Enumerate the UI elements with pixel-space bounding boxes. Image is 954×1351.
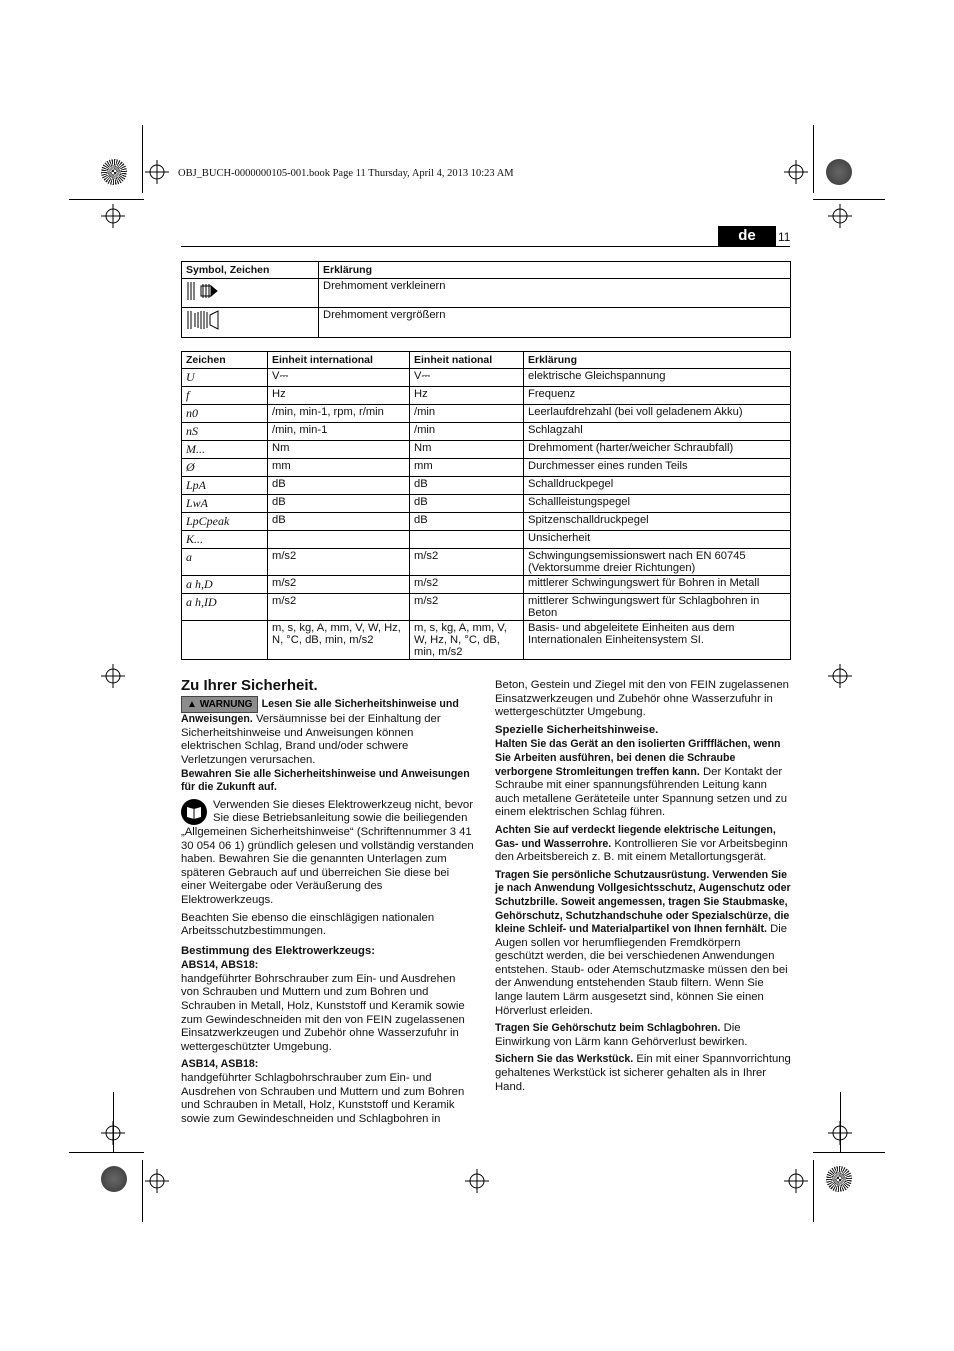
warning-bold: Lesen Sie alle Sicherheitshinweise und Anweisungen. (181, 697, 459, 726)
table-row (182, 387, 791, 405)
purpose-heading: Bestimmung des Elektrowerkzeugs: (181, 944, 375, 957)
model-description: handgeführter Schlagbohrschrauber zum Ein- und Ausdrehen von Schrauben und Muttern und zum Bohren und Schrauben in Metall, Holz, Kunststoff und Keramik sowie zum Gewindeschneiden und Schlagbohren in (181, 1072, 465, 1125)
table-row (182, 441, 791, 459)
table-cell: a h,ID (182, 594, 268, 621)
hint-text: Der Kontakt der Schraube mit einer spannungsführenden Leitung kann auch metallene Geräteteile unter Spannung setzen und zu einem elektrischen Schlag führen. (495, 765, 788, 819)
table-row (182, 405, 791, 423)
table-cell: LpCpeak (182, 513, 268, 531)
continued-text: Beton, Gestein und Ziegel mit den von FEIN zugelassenen Einsatzwerkzeugen und Zubehör ohne Wasserzufuhr in wettergeschützter Umgebung. (495, 679, 789, 719)
table-header: Zeichen (182, 352, 268, 369)
table-cell: m, s, kg, A, mm, V, W, Hz, N, °C, dB, min, m/s2 (268, 621, 410, 660)
table-cell: m/s2 (268, 549, 410, 576)
torque-decrease-icon (186, 280, 220, 302)
color-rosette-icon (826, 1166, 852, 1192)
table-cell: m/s2 (410, 549, 524, 576)
table-cell: nS (182, 423, 268, 441)
table-row (182, 576, 791, 594)
table-cell: dB (410, 477, 524, 495)
table-cell: /min, min-1 (268, 423, 410, 441)
table-cell: /min, min-1, rpm, r/min (268, 405, 410, 423)
table-cell: m/s2 (410, 594, 524, 621)
hint-text: Kontrollieren Sie vor Arbeitsbeginn den Arbeitsbereich z. B. mit einem Metallortungsgerät. (495, 837, 788, 864)
table-cell: Ø (182, 459, 268, 477)
table-cell: Schwingungsemissionswert nach EN 60745 (Vektorsumme dreier Richtungen) (524, 549, 791, 576)
table-row (182, 423, 791, 441)
table-cell: a (182, 549, 268, 576)
hint-bold: Sichern Sie das Werkstück. (495, 1053, 634, 1066)
table-cell: m/s2 (268, 594, 410, 621)
warning-text: Versäumnisse bei der Einhaltung der Sicherheitshinweise und Anweisungen können elektrischen Schlag, Brand und/oder schwere Verletzungen verursachen. (181, 713, 441, 766)
table-row (182, 459, 791, 477)
table-cell: f (182, 387, 268, 405)
table-cell: Drehmoment verkleinern (319, 279, 791, 308)
table-row (182, 513, 791, 531)
table-cell: LwA (182, 495, 268, 513)
hint-bold: Achten Sie auf verdeckt liegende elektrische Leitungen, Gas- und Wasserrohre. (495, 823, 776, 850)
model-label: ASB14, ASB18: (181, 1058, 259, 1071)
model-description: handgeführter Bohrschrauber zum Ein- und Ausdrehen von Schrauben und Muttern und zum Bohren und Schrauben in Metall, Holz, Kunststoff und Keramik sowie zum Gewindeschneiden mit den von FEIN zugelassenen Einsatzwerkzeugen und Zubehör ohne Wasserzufuhr in wettergeschützter Umgebung. (181, 972, 465, 1053)
warning-triangle-icon: ▲ (187, 698, 197, 710)
right-column (495, 679, 791, 1098)
table-cell: Unsicherheit (524, 531, 791, 549)
table-cell: Nm (268, 441, 410, 459)
table-cell: m/s2 (268, 576, 410, 594)
hint-bold: Halten Sie das Gerät an den isolierten Griffflächen, wenn Sie Arbeiten ausführen, bei denen die Schraube verborgene Stromleitungen treffen kann. (495, 738, 781, 778)
table-header: Einheit international (268, 352, 410, 369)
header-rule (181, 246, 790, 247)
table-cell: K... (182, 531, 268, 549)
table-cell: Schalldruckpegel (524, 477, 791, 495)
units-table (181, 351, 791, 660)
table-cell (268, 531, 410, 549)
table-cell: /min (410, 423, 524, 441)
table-cell: mm (410, 459, 524, 477)
table-cell: V⎓ (410, 369, 524, 387)
table-cell: Schallleistungspegel (524, 495, 791, 513)
table-cell (182, 308, 319, 338)
table-cell: dB (268, 513, 410, 531)
warning-label: WARNUNG (199, 698, 253, 710)
table-cell: M... (182, 441, 268, 459)
national-text: Beachten Sie ebenso die einschlägigen nationalen Arbeitsschutzbestimmungen. (181, 911, 435, 938)
table-cell: mm (268, 459, 410, 477)
table-cell: LpA (182, 477, 268, 495)
table-cell: dB (410, 495, 524, 513)
color-rosette-icon (826, 159, 852, 185)
table-cell (182, 279, 319, 308)
table-cell: dB (268, 495, 410, 513)
table-header: Symbol, Zeichen (182, 262, 319, 279)
table-cell (410, 531, 524, 549)
keep-instructions: Bewahren Sie alle Sicherheitshinweise und Anweisungen für die Zukunft auf. (181, 767, 470, 794)
hint-text: Die Einwirkung von Lärm kann Gehörverlust bewirken. (495, 1022, 748, 1048)
table-cell: a h,D (182, 576, 268, 594)
model-label: ABS14, ABS18: (181, 959, 259, 972)
table-cell: U (182, 369, 268, 387)
special-heading: Spezielle Sicherheitshinweise. (495, 723, 659, 736)
hint-bold: Tragen Sie persönliche Schutzausrüstung. Verwenden Sie je nach Anwendung Vollgesichtsschutz, Augenschutz oder Schutzbrille. Soweit angemessen, tragen Sie Staubmaske, Gehörschutz, Schutzhandschuhe oder Spezialschürze, die kleine Schleif- und Materialpartikel von Ihnen fernhält. (495, 868, 791, 936)
table-cell: Drehmoment vergrößern (319, 308, 791, 338)
table-header: Erklärung (524, 352, 791, 369)
table-cell: mittlerer Schwingungswert für Schlagbohren in Beton (524, 594, 791, 621)
table-cell: /min (410, 405, 524, 423)
warning-badge (181, 696, 258, 714)
table-row (182, 477, 791, 495)
table-row (182, 549, 791, 576)
table-cell: dB (268, 477, 410, 495)
table-cell: Hz (268, 387, 410, 405)
table-row (182, 594, 791, 621)
color-rosette-icon (101, 1166, 127, 1192)
hint-text: Die Augen sollen vor herumfliegenden Fremdkörpern geschützt werden, die bei verschiedenen Anwendungen entstehen. Staub- oder Atemschutzmaske müssen den bei der Anwendung entstehenden Staub filtern. Wenn Sie lange lautem Lärm ausgesetzt sind, können Sie einen Hörverlust erleiden. (495, 923, 788, 1017)
table-cell: mittlerer Schwingungswert für Bohren in Metall (524, 576, 791, 594)
section-title: Zu Ihrer Sicherheit. (181, 677, 318, 694)
table-cell: elektrische Gleichspannung (524, 369, 791, 387)
table-header: Erklärung (319, 262, 791, 279)
table-cell: Basis- und abgeleitete Einheiten aus dem Internationalen Einheitensystem SI. (524, 621, 791, 660)
table-cell: m, s, kg, A, mm, V, W, Hz, N, °C, dB, min, m/s2 (410, 621, 524, 660)
language-badge: de (718, 226, 776, 246)
table-cell: n0 (182, 405, 268, 423)
left-column (181, 679, 476, 1130)
table-cell: Drehmoment (harter/weicher Schraubfall) (524, 441, 791, 459)
torque-increase-icon (186, 309, 220, 331)
hint-bold: Tragen Sie Gehörschutz beim Schlagbohren. (495, 1022, 721, 1035)
use-manual-text: Verwenden Sie dieses Elektrowerkzeug nicht, bevor Sie diese Betriebsanleitung sowie die beiliegenden „Allgemeinen Sicherheitshinweise“ (Schriftennummer 3 41 30 054 06 1) gründlich gelesen und vollständig verstanden haben. Bewahren Sie die genannten Unterlagen zum späteren Gebrauch auf und überreichen Sie diese bei einer Weitergabe oder Veräußerung des Elektrowerkzeugs. (181, 798, 474, 906)
table-row (182, 531, 791, 549)
table-cell: Durchmesser eines runden Teils (524, 459, 791, 477)
table-cell (182, 621, 268, 660)
table-cell: Nm (410, 441, 524, 459)
table-cell: dB (410, 513, 524, 531)
table-cell: Schlagzahl (524, 423, 791, 441)
book-info-line: OBJ_BUCH-0000000105-001.book Page 11 Thursday, April 4, 2013 10:23 AM (178, 168, 514, 179)
table-cell: Frequenz (524, 387, 791, 405)
table-cell: Hz (410, 387, 524, 405)
color-rosette-icon (101, 159, 127, 185)
table-cell: Spitzenschalldruckpegel (524, 513, 791, 531)
table-cell: Leerlaufdrehzahl (bei voll geladenem Akku) (524, 405, 791, 423)
table-cell: m/s2 (410, 576, 524, 594)
table-header: Einheit national (410, 352, 524, 369)
read-manual-icon (181, 799, 207, 825)
hint-text: Ein mit einer Spannvorrichtung gehaltenes Werkstück ist sicherer gehalten als in Ihrer Hand. (495, 1053, 791, 1093)
table-cell: V⎓ (268, 369, 410, 387)
table-row (182, 495, 791, 513)
symbol-table (181, 261, 791, 338)
table-row (182, 621, 791, 660)
page-number: 11 (778, 230, 791, 244)
table-row (182, 369, 791, 387)
